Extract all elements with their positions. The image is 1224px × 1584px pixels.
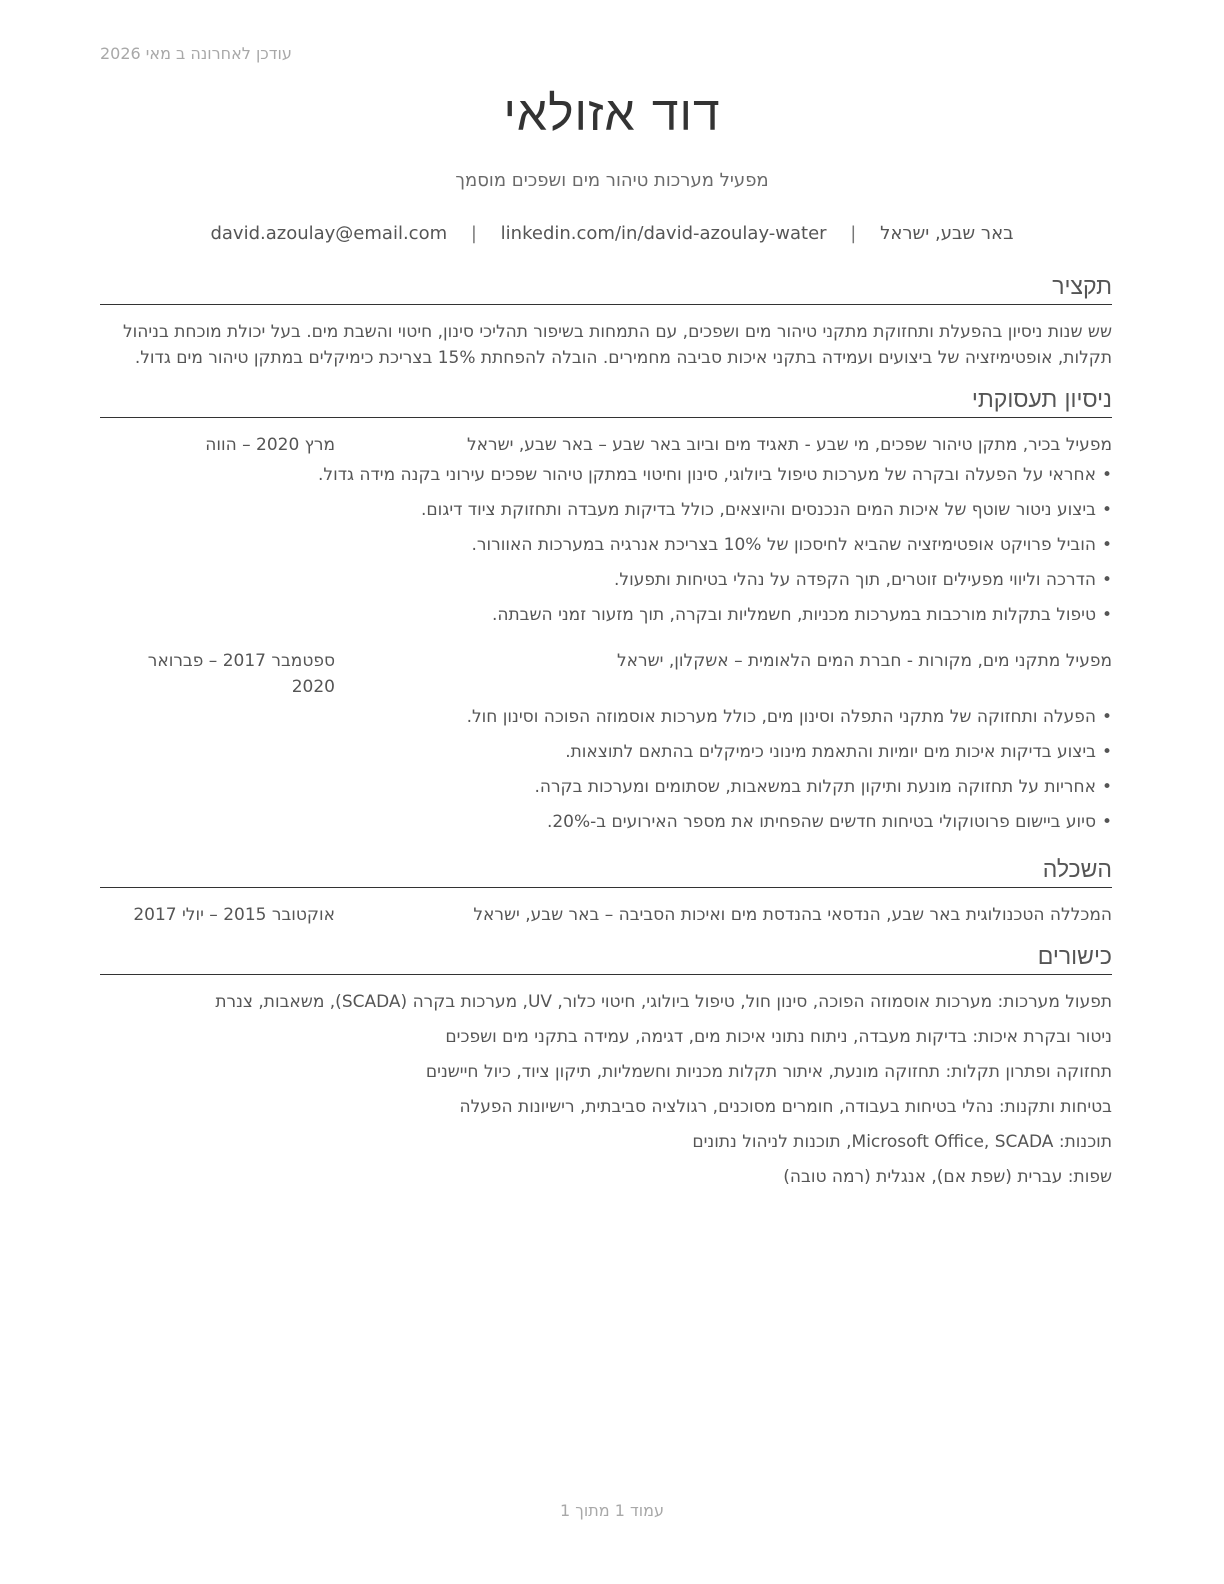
candidate-name: דוד אזולאי <box>503 86 721 142</box>
education-institution: המכללה הטכנולוגית באר שבע, הנדסאי בהנדסת מים ואיכות הסביבה – באר שבע, ישראל <box>473 905 1112 925</box>
skills-list <box>100 989 1112 1190</box>
education-dates: אוקטובר 2015 – יולי 2017 <box>133 905 335 925</box>
job-bullet: • ביצוע ניטור שוטף של איכות המים הנכנסים והיוצאים, כולל בדיקות מעבדה ותחזוקת ציוד דיגום. <box>100 497 1112 523</box>
resume-body <box>100 272 1112 1199</box>
job-bullet: • טיפול בתקלות מורכבות במערכות מכניות, חשמליות ובקרה, תוך מזעור זמני השבתה. <box>100 602 1112 628</box>
job-role: מפעיל מתקני מים, מקורות - חברת המים הלאומית – אשקלון, ישראל <box>617 651 1112 671</box>
skill-line: ניטור ובקרת איכות: בדיקות מעבדה, ניתוח נתוני איכות מים, דגימה, עמידה בתקני מים ושפכים <box>445 1027 1112 1047</box>
job-bullet: • הוביל פרויקט אופטימיזציה שהביא לחיסכון של 10% בצריכת אנרגיה במערכות האוורור. <box>100 532 1112 558</box>
contact-location: באר שבע, ישראל <box>880 223 1014 244</box>
contact-line <box>0 223 1224 244</box>
job-header <box>100 432 1112 458</box>
summary-heading: תקציר <box>100 272 1112 305</box>
job-bullet: • אחראי על הפעלה ובקרה של מערכות טיפול ביולוגי, סינון וחיטוי במתקן טיהור שפכים עירוני בקנה מידה גדול. <box>100 462 1112 488</box>
contact-separator: | <box>850 223 857 244</box>
job-bullets <box>100 462 1112 628</box>
job-entry <box>100 432 1112 628</box>
job-bullet: • סיוע ביישום פרוטוקולי בטיחות חדשים שהפחיתו את מספר האירועים ב-20%. <box>100 809 1112 835</box>
experience-heading: ניסיון תעסוקתי <box>100 385 1112 418</box>
last-updated-note: עודכן לאחרונה ב מאי 2026 <box>100 44 292 63</box>
contact-linkedin[interactable]: linkedin.com/in/david-azoulay-water <box>500 223 827 244</box>
job-dates: ספטמבר 2017 – פברואר 2020 <box>147 651 335 697</box>
job-bullet: • הדרכה וליווי מפעילים זוטרים, תוך הקפדה על נהלי בטיחות ותפעול. <box>100 567 1112 593</box>
job-dates: מרץ 2020 – הווה <box>205 435 335 455</box>
job-bullets <box>100 704 1112 835</box>
page-number: עמוד 1 מתוך 1 <box>560 1501 664 1520</box>
contact-separator: | <box>470 223 477 244</box>
education-entry <box>100 902 1112 928</box>
summary-text: שש שנות ניסיון בהפעלת ותחזוקת מתקני טיהור מים ושפכים, עם התמחות בשיפור תהליכי סינון, חיטוי והשבת מים. בעל יכולת מוכחת בניהול תקלות, אופטימיזציה של ביצועים ועמידה בתקני איכות סביבה מחמירים. הובלה להפחתת 15% בצריכת כימיקלים במתקן טיהור מים גדול. <box>122 322 1112 368</box>
education-heading: השכלה <box>100 855 1112 888</box>
job-entry <box>100 648 1112 835</box>
job-header <box>100 648 1112 700</box>
job-role: מפעיל בכיר, מתקן טיהור שפכים, מי שבע - תאגיד מים וביוב באר שבע – באר שבע, ישראל <box>466 435 1112 455</box>
job-bullet: • הפעלה ותחזוקה של מתקני התפלה וסינון מים, כולל מערכות אוסמוזה הפוכה וסינון חול. <box>100 704 1112 730</box>
job-bullet: • אחריות על תחזוקה מונעת ותיקון תקלות במשאבות, שסתומים ומערכות בקרה. <box>100 774 1112 800</box>
job-bullet: • ביצוע בדיקות איכות מים יומיות והתאמת מינוני כימיקלים בהתאם לתוצאות. <box>100 739 1112 765</box>
skill-line: בטיחות ותקנות: נהלי בטיחות בעבודה, חומרים מסוכנים, רגולציה סביבתית, רישיונות הפעלה <box>459 1097 1112 1117</box>
skill-line: תוכנות: Microsoft Office, SCADA, תוכנות לניהול נתונים <box>692 1132 1112 1152</box>
contact-email[interactable]: david.azoulay@email.com <box>210 223 448 244</box>
skills-heading: כישורים <box>100 942 1112 975</box>
skill-line: תחזוקה ופתרון תקלות: תחזוקה מונעת, איתור תקלות מכניות וחשמליות, תיקון ציוד, כיול חיישנים <box>425 1062 1112 1082</box>
professional-title: מפעיל מערכות טיהור מים ושפכים מוסמך <box>455 170 769 191</box>
skill-line: תפעול מערכות: מערכות אוסמוזה הפוכה, סינון חול, טיפול ביולוגי, חיטוי כלור, UV, מערכות בקרה (SCADA), משאבות, צנרת <box>215 992 1112 1012</box>
skill-line: שפות: עברית (שפת אם), אנגלית (רמה טובה) <box>783 1167 1112 1187</box>
